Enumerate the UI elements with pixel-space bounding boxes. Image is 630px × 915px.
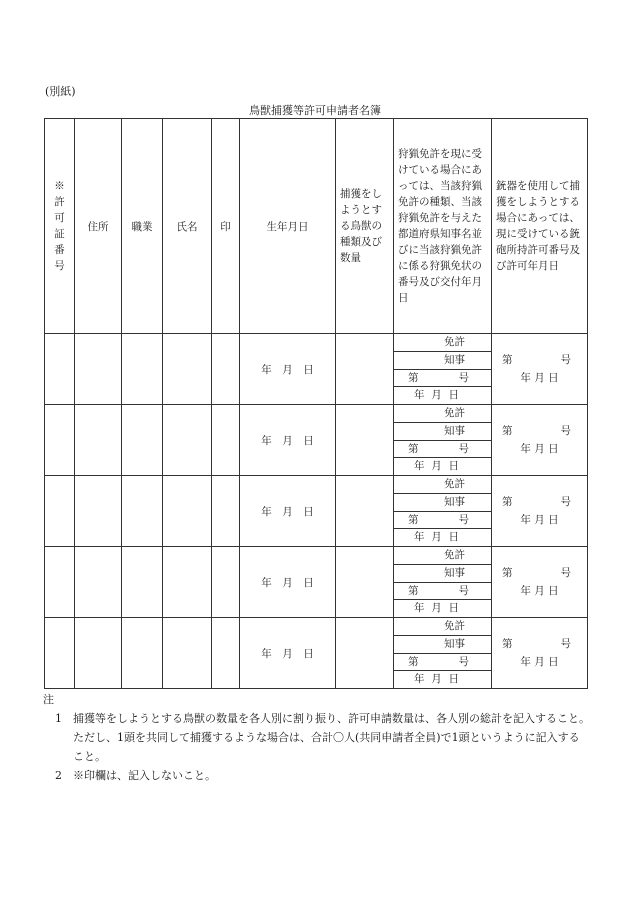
- license-date-line: 年 月 日: [414, 602, 459, 615]
- applicant-row: [45, 476, 588, 547]
- hunting-license-cell[interactable]: [394, 334, 492, 405]
- note-text: ※印欄は、記入しないこと。: [73, 769, 216, 782]
- license-type-line: 免許: [394, 334, 491, 352]
- applicant-row: [45, 618, 588, 689]
- species-cell[interactable]: [336, 334, 394, 405]
- col-permit-no: ※許可証番号: [45, 119, 75, 334]
- col-occupation: 職業: [122, 119, 163, 334]
- hunting-license-cell[interactable]: [394, 405, 492, 476]
- col-dob: 生年月日: [240, 119, 336, 334]
- note-text: 捕獲等をしようとする鳥獣の数量を各人別に割り振り、許可申請数量は、各人別の総計を記入すること。ただし、1頭を共同して捕獲するような場合は、合計〇人(共同申請者全員)で1頭というように記入すること。: [73, 712, 590, 763]
- header-row: [45, 119, 588, 334]
- occupation-cell[interactable]: [122, 405, 163, 476]
- note-item: 1 捕獲等をしようとする鳥獣の数量を各人別に割り振り、許可申請数量は、各人別の総計を記入すること。ただし、1頭を共同して捕獲するような場合は、合計〇人(共同申請者全員)で1頭というように記入すること。: [55, 712, 590, 763]
- notes-heading: 注: [43, 693, 54, 706]
- license-date-line: 年 月 日: [414, 531, 459, 544]
- seal-cell[interactable]: [212, 547, 240, 618]
- seal-cell[interactable]: [212, 405, 240, 476]
- address-cell[interactable]: [75, 547, 122, 618]
- name-cell[interactable]: [163, 476, 212, 547]
- address-cell[interactable]: [75, 618, 122, 689]
- governor-line: 知事: [394, 423, 491, 441]
- firearm-date-line: 年 月 日: [520, 656, 559, 668]
- firearm-number-line: 第 号: [502, 354, 571, 366]
- license-date-line: 年 月 日: [414, 460, 459, 473]
- notes: [45, 690, 590, 785]
- permit-no-cell[interactable]: [45, 476, 75, 547]
- hunting-license-cell[interactable]: [394, 618, 492, 689]
- firearm-number-line: 第 号: [502, 496, 571, 508]
- license-type-line: 免許: [394, 618, 491, 636]
- license-number-line: 第 号: [394, 654, 491, 672]
- species-cell[interactable]: [336, 476, 394, 547]
- license-date-line: 年 月 日: [414, 673, 459, 686]
- col-hunting-license: 狩猟免許を現に受けている場合にあっては、当該狩猟免許の種類、当該狩猟免許を与えた都道府県知事名並びに当該狩猟免許に係る狩猟免状の番号及び交付年月日: [394, 119, 492, 334]
- permit-no-cell[interactable]: [45, 405, 75, 476]
- annex-label: (別紙): [45, 85, 76, 98]
- col-name: 氏名: [163, 119, 212, 334]
- firearm-number-line: 第 号: [502, 638, 571, 650]
- name-cell[interactable]: [163, 334, 212, 405]
- license-type-line: 免許: [394, 405, 491, 423]
- col-firearm: 銃器を使用して捕獲をしようとする場合にあっては、現に受けている銃砲所持許可番号及び許可年月日: [492, 119, 588, 334]
- license-number-line: 第 号: [394, 441, 491, 459]
- firearm-number-line: 第 号: [502, 425, 571, 437]
- firearm-number-line: 第 号: [502, 567, 571, 579]
- occupation-cell[interactable]: [122, 476, 163, 547]
- firearm-permit-cell[interactable]: [492, 547, 588, 618]
- col-seal: 印: [212, 119, 240, 334]
- firearm-date-line: 年 月 日: [520, 514, 559, 526]
- governor-line: 知事: [394, 636, 491, 654]
- address-cell[interactable]: [75, 334, 122, 405]
- dob-cell[interactable]: 年 月 日: [240, 334, 336, 405]
- name-cell[interactable]: [163, 618, 212, 689]
- license-type-line: 免許: [394, 547, 491, 565]
- species-cell[interactable]: [336, 618, 394, 689]
- license-type-line: 免許: [394, 476, 491, 494]
- firearm-date-line: 年 月 日: [520, 443, 559, 455]
- occupation-cell[interactable]: [122, 334, 163, 405]
- firearm-permit-cell[interactable]: [492, 618, 588, 689]
- seal-cell[interactable]: [212, 334, 240, 405]
- col-address: 住所: [75, 119, 122, 334]
- hunting-license-cell[interactable]: [394, 476, 492, 547]
- permit-no-cell[interactable]: [45, 618, 75, 689]
- governor-line: 知事: [394, 565, 491, 583]
- governor-line: 知事: [394, 494, 491, 512]
- license-date-line: 年 月 日: [414, 389, 459, 402]
- permit-no-cell[interactable]: [45, 547, 75, 618]
- name-cell[interactable]: [163, 547, 212, 618]
- page-title: 鳥獣捕獲等許可申請者名簿: [249, 104, 381, 117]
- firearm-permit-cell[interactable]: [492, 405, 588, 476]
- applicant-row: [45, 405, 588, 476]
- seal-cell[interactable]: [212, 476, 240, 547]
- occupation-cell[interactable]: [122, 618, 163, 689]
- firearm-date-line: 年 月 日: [520, 372, 559, 384]
- dob-cell[interactable]: 年 月 日: [240, 476, 336, 547]
- note-item: 2 ※印欄は、記入しないこと。: [55, 769, 216, 782]
- address-cell[interactable]: [75, 405, 122, 476]
- governor-line: 知事: [394, 352, 491, 370]
- license-number-line: 第 号: [394, 583, 491, 601]
- col-species: 捕獲をしようとする鳥獣の種類及び数量: [336, 119, 394, 334]
- occupation-cell[interactable]: [122, 547, 163, 618]
- applicant-row: [45, 334, 588, 405]
- address-cell[interactable]: [75, 476, 122, 547]
- species-cell[interactable]: [336, 547, 394, 618]
- dob-cell[interactable]: 年 月 日: [240, 405, 336, 476]
- name-cell[interactable]: [163, 405, 212, 476]
- applicant-row: [45, 547, 588, 618]
- dob-cell[interactable]: 年 月 日: [240, 618, 336, 689]
- hunting-license-cell[interactable]: [394, 547, 492, 618]
- applicant-roster-table: [44, 118, 588, 689]
- firearm-permit-cell[interactable]: [492, 476, 588, 547]
- species-cell[interactable]: [336, 405, 394, 476]
- seal-cell[interactable]: [212, 618, 240, 689]
- dob-cell[interactable]: 年 月 日: [240, 547, 336, 618]
- permit-no-cell[interactable]: [45, 334, 75, 405]
- firearm-permit-cell[interactable]: [492, 334, 588, 405]
- license-number-line: 第 号: [394, 512, 491, 530]
- firearm-date-line: 年 月 日: [520, 585, 559, 597]
- license-number-line: 第 号: [394, 370, 491, 388]
